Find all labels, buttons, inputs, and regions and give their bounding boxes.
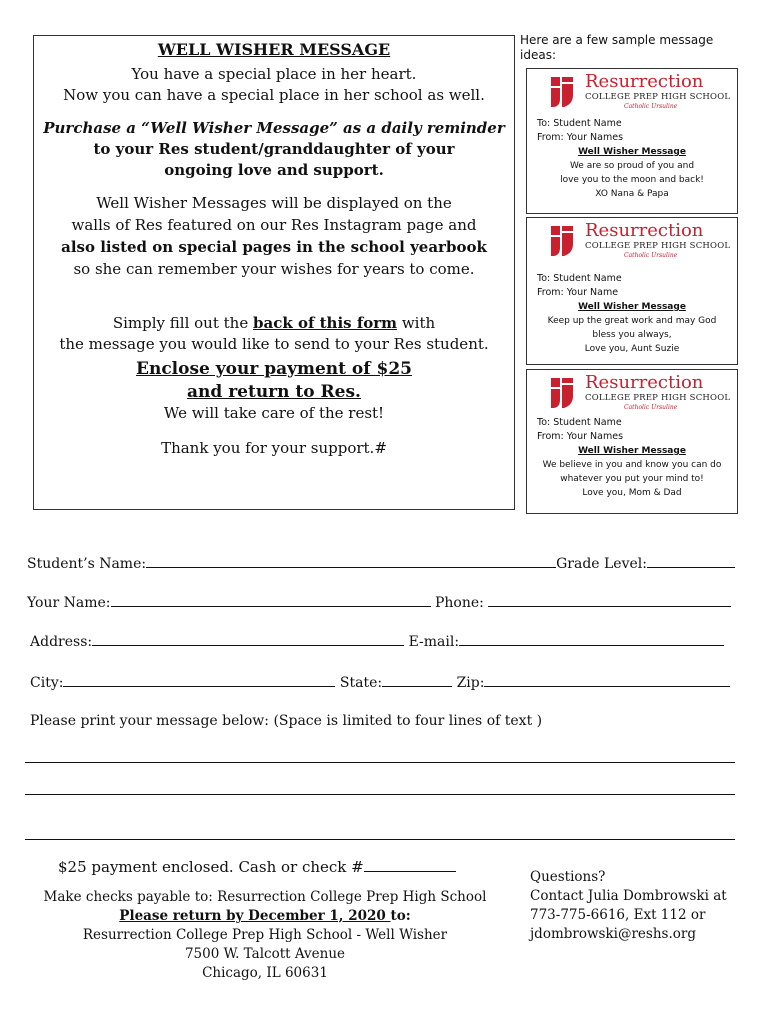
city-field[interactable] <box>63 686 335 687</box>
message-line-3[interactable] <box>25 839 735 840</box>
your-name-row: Your Name: Phone: <box>27 595 731 611</box>
card-message: Well Wisher Message We are so proud of you and love you to the moon and back! XO Nana & Papa <box>560 147 704 199</box>
contact-info: Questions? Contact Julia Dombrowski at 773-775-6616, Ext 112 or jdombrowski@reshs.org <box>530 868 760 944</box>
return-instructions: Make checks payable to: Resurrection College Prep High School Please return by December 1, 2020 to: Resurrection College Prep High School - Well Wisher 7500 W. Talcott Avenue Chicago, IL 60631 <box>43 889 487 981</box>
payment-return-info <box>30 858 500 983</box>
message-line-2[interactable] <box>25 794 735 795</box>
state-field[interactable] <box>382 686 452 687</box>
school-crest-icon <box>551 77 573 107</box>
your-name-field[interactable] <box>111 606 431 607</box>
grade-level-field[interactable] <box>647 567 735 568</box>
school-crest-icon <box>551 378 573 408</box>
intro-text: You have a special place in her heart. Now you can have a special place in her school as well. <box>63 65 485 104</box>
email-field[interactable] <box>459 645 724 646</box>
card-to-from: To: Student Name From: Your Names <box>537 417 624 442</box>
card-to-from: To: Student Name From: Your Name <box>537 273 622 298</box>
school-crest-icon <box>551 226 573 256</box>
address-field[interactable] <box>92 645 404 646</box>
address-row: Address: E-mail: <box>30 634 724 650</box>
school-logo: Resurrection COLLEGE PREP HIGH SCHOOL Catholic Ursuline <box>527 69 737 113</box>
purchase-text: Purchase a “Well Wisher Message” as a daily reminder to your Res student/granddaughter of your ongoing love and support. <box>43 119 505 179</box>
display-text: Well Wisher Messages will be displayed on the walls of Res featured on our Res Instagram page and also listed on special pages in the school yearbook so she can remember your wishes for years to come. <box>61 194 487 278</box>
message-prompt: Please print your message below: (Space is limited to four lines of text ) <box>30 713 543 729</box>
student-name-row: Student’s Name: Grade Level: <box>27 556 735 572</box>
city-row: City: State: Zip: <box>30 675 730 691</box>
zip-field[interactable] <box>484 686 730 687</box>
card-message: Well Wisher Message Keep up the great work and may God bless you always, Love you, Aunt Suzie <box>547 302 717 354</box>
check-number-field[interactable] <box>364 871 456 872</box>
student-name-field[interactable] <box>146 567 556 568</box>
back-of-form-link: back of this form <box>252 314 398 332</box>
school-logo: Resurrection COLLEGE PREP HIGH SCHOOL Catholic Ursuline <box>527 218 737 262</box>
samples-intro: Here are a few sample message ideas: <box>520 33 714 62</box>
fill-instructions: Simply fill out the back of this form with the message you would like to send to your Res student. <box>59 314 489 353</box>
page-title: WELL WISHER MESSAGE <box>157 40 391 59</box>
school-logo: Resurrection COLLEGE PREP HIGH SCHOOL Catholic Ursuline <box>527 370 737 414</box>
enclose-payment: Enclose your payment of $25 and return to Res. <box>136 359 412 402</box>
payment-line: $25 payment enclosed. Cash or check # <box>30 858 500 876</box>
phone-field[interactable] <box>488 606 731 607</box>
rest-text: We will take care of the rest! <box>163 404 385 422</box>
thanks-text: Thank you for your support.# <box>161 439 387 457</box>
message-line-1[interactable] <box>25 762 735 763</box>
contact-email: jdombrowski@reshs.org <box>530 926 696 942</box>
card-message: Well Wisher Message We believe in you and know you can do whatever you put your mind to! Love you, Mom & Dad <box>542 446 722 498</box>
sample-card-1 <box>526 68 738 214</box>
sample-card-2 <box>526 217 738 365</box>
card-to-from: To: Student Name From: Your Names <box>537 118 624 143</box>
sample-card-3 <box>526 369 738 514</box>
